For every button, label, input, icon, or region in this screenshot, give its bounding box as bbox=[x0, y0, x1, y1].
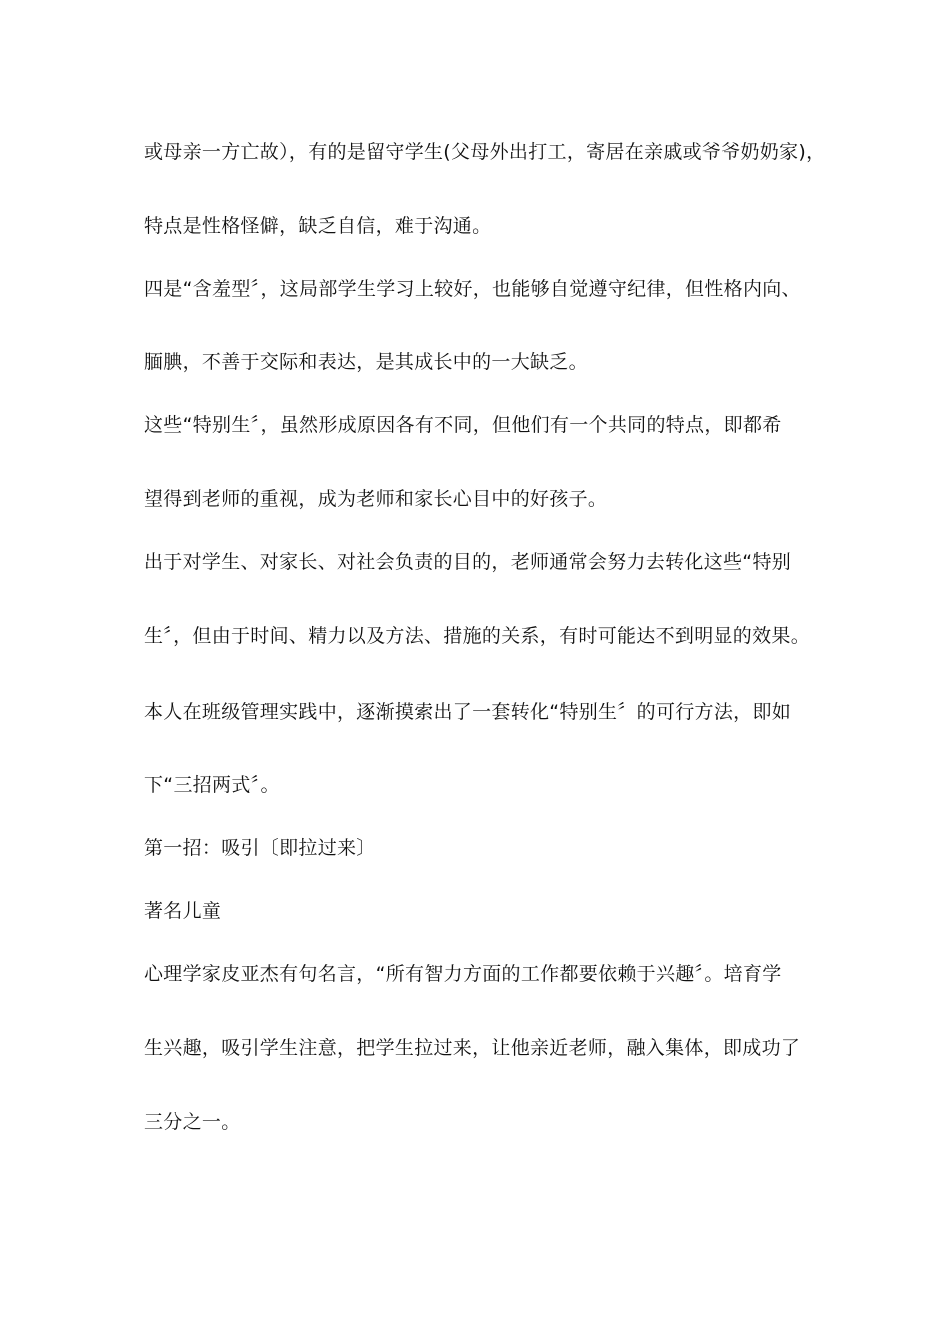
text-line: 出于对学生、对家长、对社会负责的目的，老师通常会努力去转化这些“特别 bbox=[144, 551, 792, 573]
text-line: 腼腆，不善于交际和表达，是其成长中的一大缺乏。 bbox=[144, 351, 588, 373]
text-line: 著名儿童 bbox=[144, 900, 222, 922]
text-line: 这些“特别生〞，虽然形成原因各有不同，但他们有一个共同的特点，即都希 bbox=[144, 414, 782, 436]
text-line: 四是“含羞型〞，这局部学生学习上较好，也能够自觉遵守纪律，但性格内向、 bbox=[144, 278, 801, 300]
text-line: 本人在班级管理实践中，逐渐摸索出了一套转化“特别生〞的可行方法，即如 bbox=[144, 701, 792, 723]
text-line: 三分之一。 bbox=[144, 1111, 241, 1133]
text-line: 下“三招两式〞。 bbox=[144, 774, 280, 796]
text-line: 望得到老师的重视，成为老师和家长心目中的好孩子。 bbox=[144, 488, 608, 510]
section-heading: 第一招：吸引〔即拉过来〕 bbox=[144, 837, 376, 859]
text-line: 生〞，但由于时间、精力以及方法、措施的关系，有时可能达不到明显的效果。 bbox=[144, 625, 811, 647]
text-line: 特点是性格怪僻，缺乏自信，难于沟通。 bbox=[144, 215, 492, 237]
text-line: 心理学家皮亚杰有句名言，“所有智力方面的工作都要依赖于兴趣〞。培育学 bbox=[144, 963, 782, 985]
text-line: 生兴趣，吸引学生注意，把学生拉过来，让他亲近老师，融入集体，即成功了 bbox=[144, 1037, 801, 1059]
text-line: 或母亲一方亡故），有的是留守学生(父母外出打工，寄居在亲戚或爷爷奶奶家)， bbox=[144, 141, 826, 163]
